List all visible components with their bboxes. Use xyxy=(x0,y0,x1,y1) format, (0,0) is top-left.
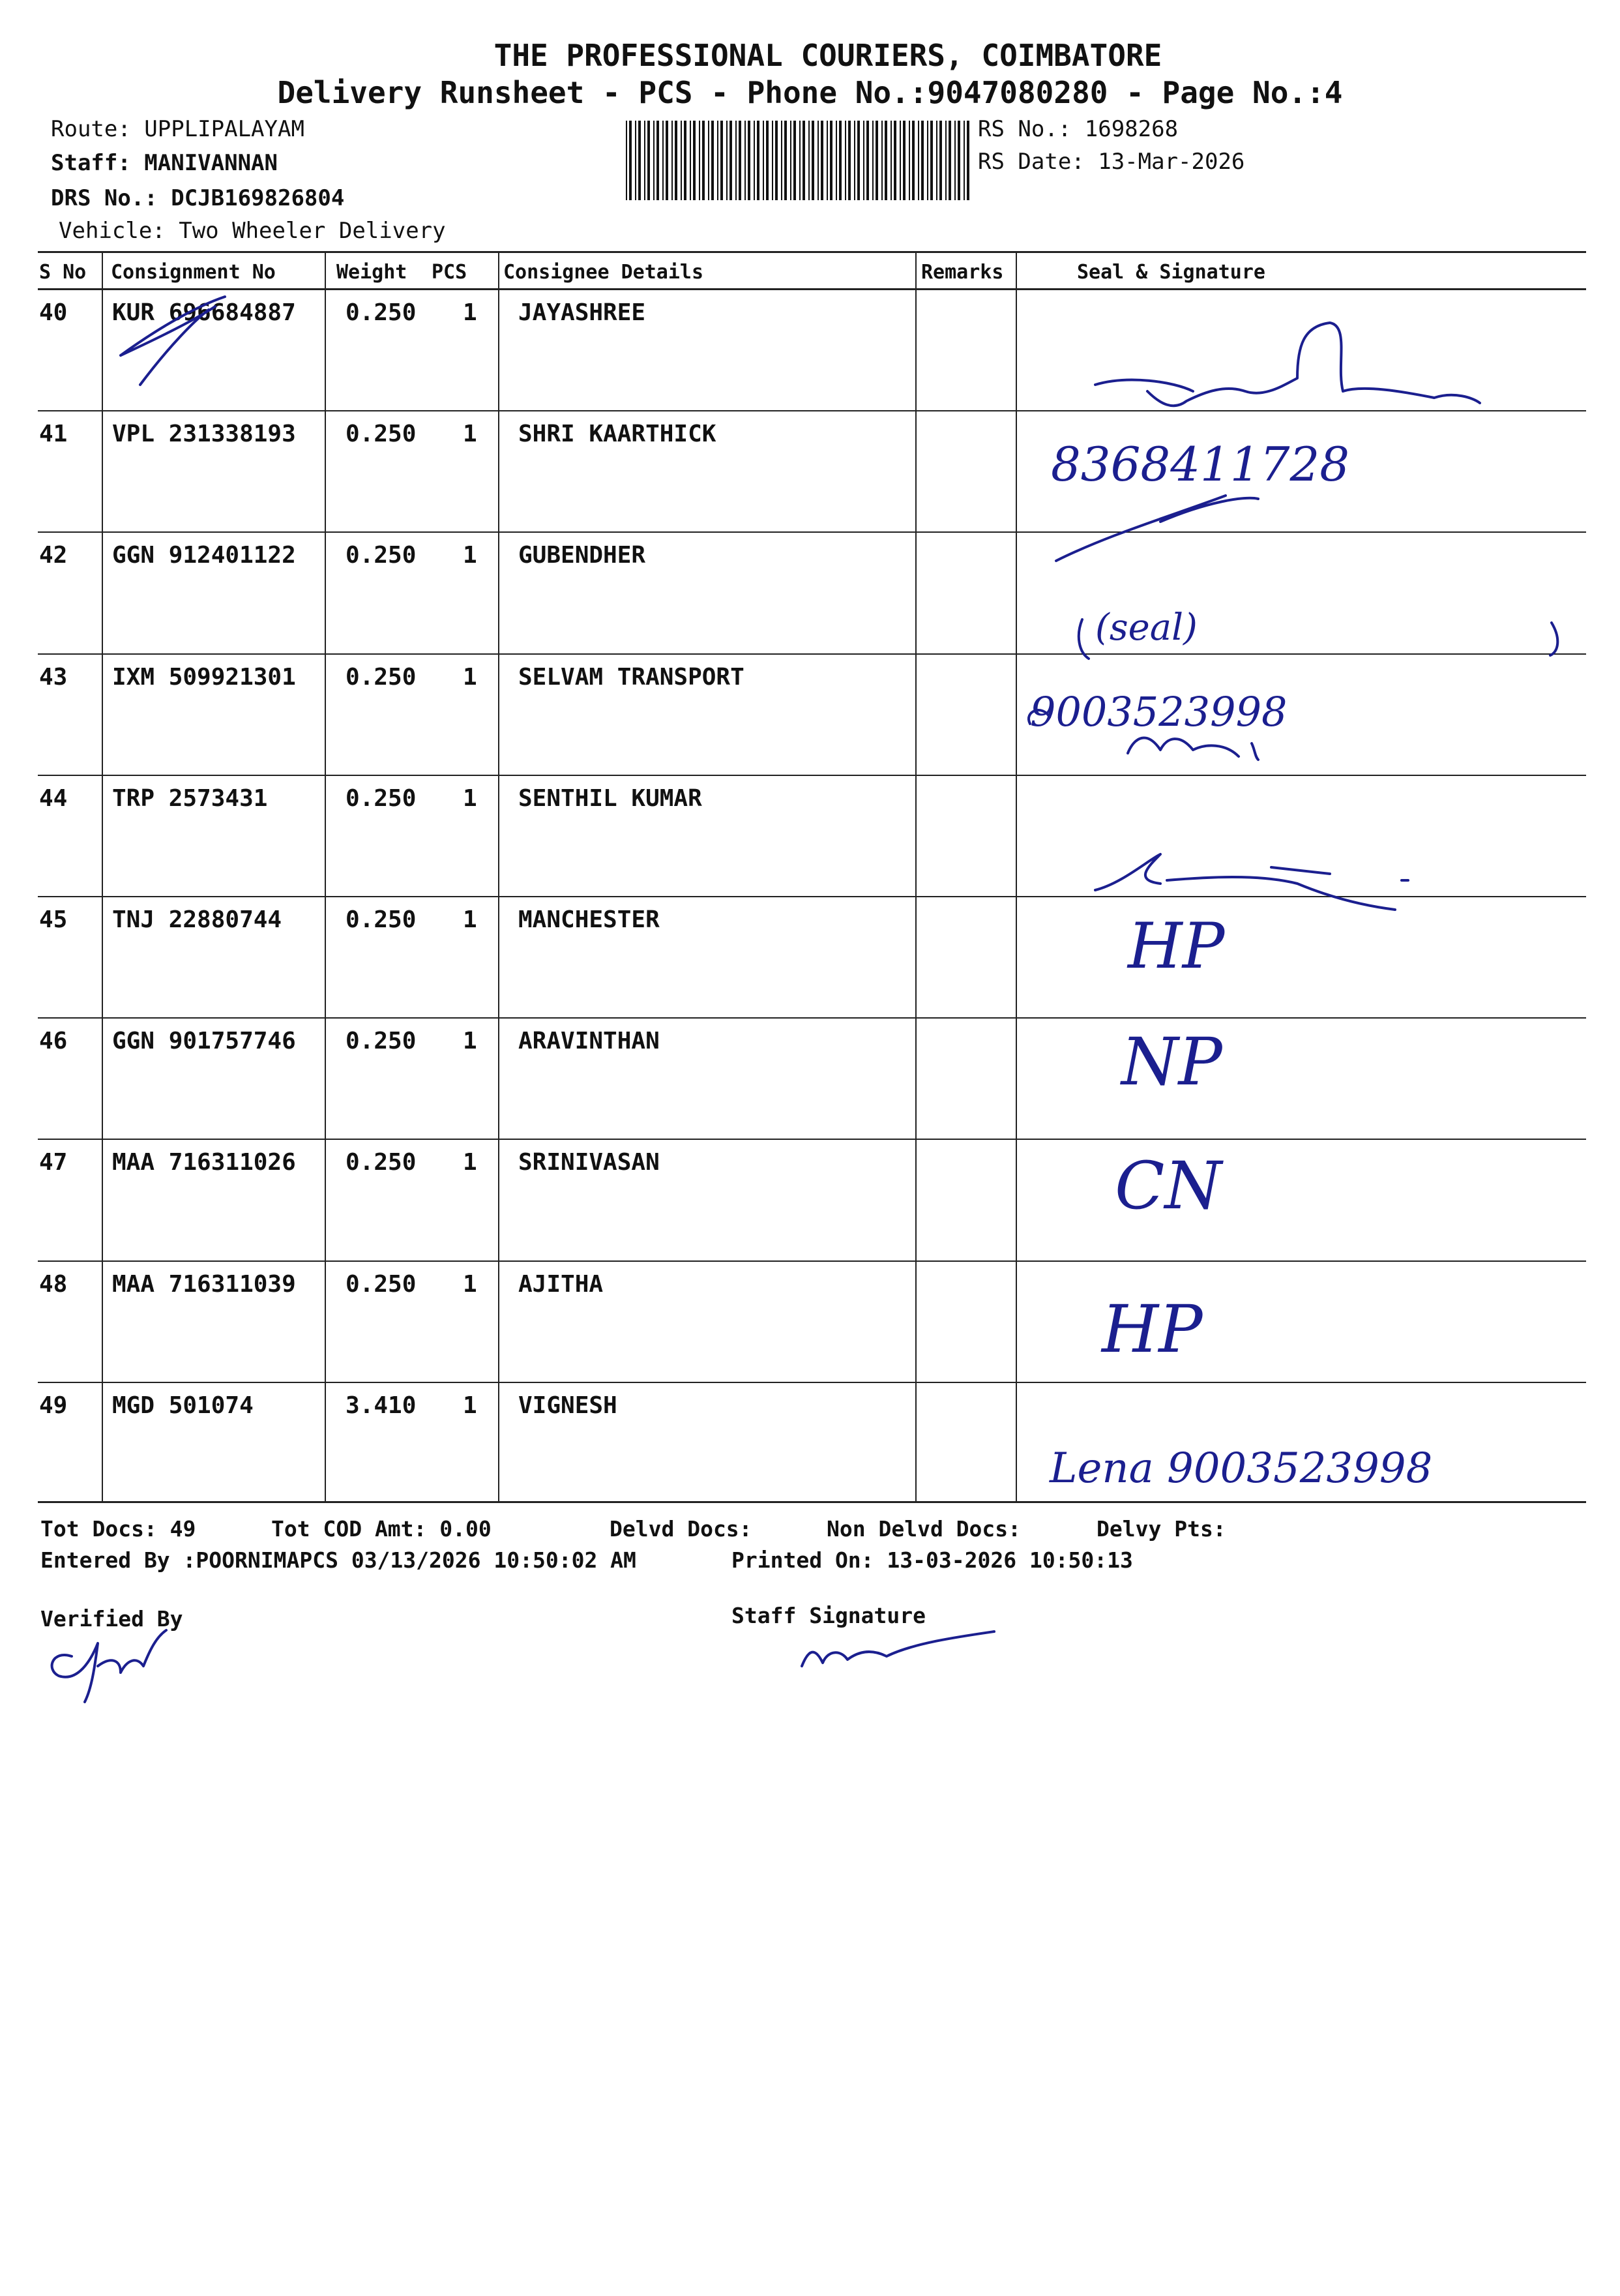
cell-consignee: AJITHA xyxy=(518,1271,604,1298)
cell-pcs: 1 xyxy=(463,1149,477,1176)
cell-consignment-no: MGD 501074 xyxy=(112,1392,254,1419)
runsheet-subtitle: Delivery Runsheet - PCS - Phone No.:9047080280 - Page No.:4 xyxy=(277,75,1343,110)
cell-pcs: 1 xyxy=(463,1392,477,1419)
handwritten-remark-row48: HP xyxy=(1102,1291,1203,1367)
cell-weight: 0.250 xyxy=(346,906,417,933)
rs-number: RS No.: 1698268 xyxy=(978,116,1179,142)
cell-consignee: SHRI KAARTHICK xyxy=(518,421,716,447)
cell-consignee: ARAVINTHAN xyxy=(518,1028,660,1054)
total-cod-amount: Tot COD Amt: 0.00 xyxy=(271,1516,492,1542)
printed-on: Printed On: 13-03-2026 10:50:13 xyxy=(731,1547,1133,1573)
cell-weight: 0.250 xyxy=(346,542,417,569)
header-consignee: Consignee Details xyxy=(503,261,704,284)
staff-label: Staff: MANIVANNAN xyxy=(51,150,278,176)
cell-pcs: 1 xyxy=(463,906,477,933)
cell-sno: 46 xyxy=(39,1028,68,1054)
cell-consignment-no: TRP 2573431 xyxy=(112,785,268,812)
cell-sno: 40 xyxy=(39,299,68,326)
cell-sno: 41 xyxy=(39,421,68,447)
cell-consignment-no: TNJ 22880744 xyxy=(112,906,282,933)
entered-by: Entered By :POORNIMAPCS 03/13/2026 10:50:02 AM xyxy=(40,1547,636,1573)
cell-consignment-no: MAA 716311026 xyxy=(112,1149,296,1176)
handwritten-remark-row46: NP xyxy=(1121,1024,1222,1100)
cell-consignment-no: GGN 901757746 xyxy=(112,1028,296,1054)
cell-weight: 0.250 xyxy=(346,664,417,691)
verified-by-label: Verified By xyxy=(40,1606,183,1632)
cell-consignment-no: KUR 696684887 xyxy=(112,299,296,326)
cell-consignment-no: GGN 912401122 xyxy=(112,542,296,569)
staff-signature xyxy=(802,1632,994,1666)
total-docs: Tot Docs: 49 xyxy=(40,1516,196,1542)
rs-date: RS Date: 13-Mar-2026 xyxy=(978,149,1245,175)
header-pcs: PCS xyxy=(432,261,467,284)
cell-weight: 3.410 xyxy=(346,1392,417,1419)
header-seal-signature: Seal & Signature xyxy=(1077,261,1265,284)
staff-signature-label: Staff Signature xyxy=(731,1603,926,1628)
vehicle-label: Vehicle: Two Wheeler Delivery xyxy=(59,218,446,244)
cell-sno: 47 xyxy=(39,1149,68,1176)
cell-consignee: SENTHIL KUMAR xyxy=(518,785,702,812)
cell-pcs: 1 xyxy=(463,542,477,569)
delivered-docs: Delvd Docs: xyxy=(610,1516,752,1542)
cell-weight: 0.250 xyxy=(346,1149,417,1176)
handwritten-seal-row42: (seal) xyxy=(1095,606,1198,649)
handwritten-phone-row43: 9003523998 xyxy=(1030,688,1288,736)
cell-weight: 0.250 xyxy=(346,299,417,326)
header-sno: S No xyxy=(39,261,87,284)
cell-consignee: GUBENDHER xyxy=(518,542,646,569)
header-consignment: Consignment No xyxy=(111,261,276,284)
cell-sno: 45 xyxy=(39,906,68,933)
cell-pcs: 1 xyxy=(463,785,477,812)
cell-pcs: 1 xyxy=(463,664,477,691)
handwritten-remark-row45: HP xyxy=(1128,910,1225,983)
delivery-points: Delvy Pts: xyxy=(1097,1516,1226,1542)
cell-consignment-no: IXM 509921301 xyxy=(112,664,296,691)
cell-consignee: SELVAM TRANSPORT xyxy=(518,664,744,691)
cell-pcs: 1 xyxy=(463,1271,477,1298)
handwritten-remark-row47: CN xyxy=(1115,1148,1222,1224)
cell-pcs: 1 xyxy=(463,1028,477,1054)
cell-weight: 0.250 xyxy=(346,421,417,447)
cell-sno: 44 xyxy=(39,785,68,812)
header-weight: Weight xyxy=(336,261,407,284)
cell-sno: 48 xyxy=(39,1271,68,1298)
cell-consignee: SRINIVASAN xyxy=(518,1149,660,1176)
header-remarks: Remarks xyxy=(921,261,1004,284)
cell-sno: 42 xyxy=(39,542,68,569)
cell-pcs: 1 xyxy=(463,299,477,326)
non-delivered-docs: Non Delvd Docs: xyxy=(827,1516,1022,1542)
verified-by-signature xyxy=(52,1630,166,1702)
handwritten-phone-row41: 8368411728 xyxy=(1051,437,1350,492)
cell-consignee: VIGNESH xyxy=(518,1392,617,1419)
cell-weight: 0.250 xyxy=(346,1271,417,1298)
route-label: Route: UPPLIPALAYAM xyxy=(51,116,304,142)
handwritten-name-phone-row49: Lena 9003523998 xyxy=(1050,1444,1433,1493)
cell-consignment-no: MAA 716311039 xyxy=(112,1271,296,1298)
cell-consignee: JAYASHREE xyxy=(518,299,646,326)
cell-weight: 0.250 xyxy=(346,1028,417,1054)
company-title: THE PROFESSIONAL COURIERS, COIMBATORE xyxy=(493,38,1162,73)
drs-number: DRS No.: DCJB169826804 xyxy=(51,185,345,211)
cell-consignment-no: VPL 231338193 xyxy=(112,421,296,447)
cell-consignee: MANCHESTER xyxy=(518,906,660,933)
cell-sno: 49 xyxy=(39,1392,68,1419)
cell-pcs: 1 xyxy=(463,421,477,447)
cell-weight: 0.250 xyxy=(346,785,417,812)
cell-sno: 43 xyxy=(39,664,68,691)
